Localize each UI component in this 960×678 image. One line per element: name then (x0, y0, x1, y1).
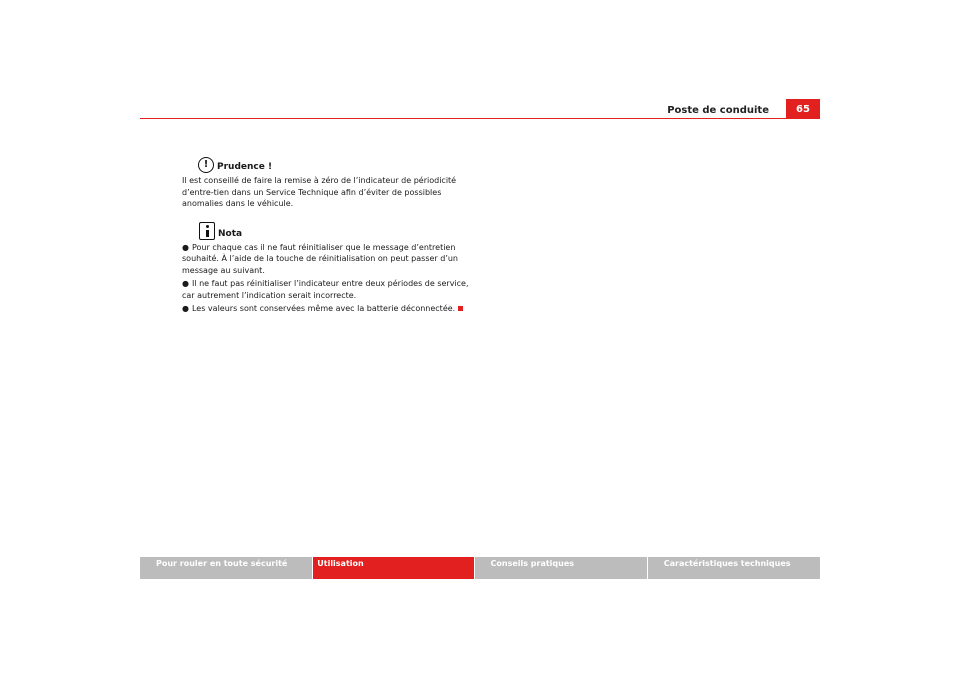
note-bullet: ● Les valeurs sont conservées même avec la batterie déconnectée. (182, 303, 472, 315)
main-content (182, 157, 472, 315)
tab-technical-specs[interactable]: Caractéristiques techniques (648, 557, 820, 579)
tab-practical-tips[interactable]: Conseils pratiques (475, 557, 647, 579)
page-header-title: Poste de conduite (667, 105, 769, 116)
bullet-icon: ● (182, 242, 189, 252)
tab-operation[interactable]: Utilisation (313, 557, 473, 579)
tab-safety[interactable]: Pour rouler en toute sécurité (140, 557, 312, 579)
note-bullet: ● Il ne faut pas réinitialiser l’indicateur entre deux périodes de service, car autrement l’indication serait incorrecte. (182, 279, 469, 300)
caution-text: Il est conseillé de faire la remise à zéro de l’indicateur de périodicité d’entre-tien dans un Service Technique afin d’éviter de possibles anomalies dans le véhicule. (182, 176, 457, 208)
header-divider (140, 118, 820, 119)
end-of-section-icon (458, 306, 463, 311)
caution-heading (182, 157, 472, 173)
chapter-navigation (140, 557, 820, 579)
page-number: 65 (786, 99, 820, 119)
note-title: Nota (218, 228, 243, 239)
info-icon (199, 222, 215, 240)
note-heading (182, 222, 472, 240)
note-bullet: ● Pour chaque cas il ne faut réinitialiser que le message d’entretien souhaité. À l’aide de la touche de réinitialisation on peut passer d’un message au suivant. (182, 242, 458, 275)
bullet-icon: ● (182, 304, 189, 313)
exclamation-icon: ! (198, 157, 214, 173)
bullet-icon: ● (182, 279, 189, 288)
caution-title: Prudence ! (217, 162, 273, 172)
